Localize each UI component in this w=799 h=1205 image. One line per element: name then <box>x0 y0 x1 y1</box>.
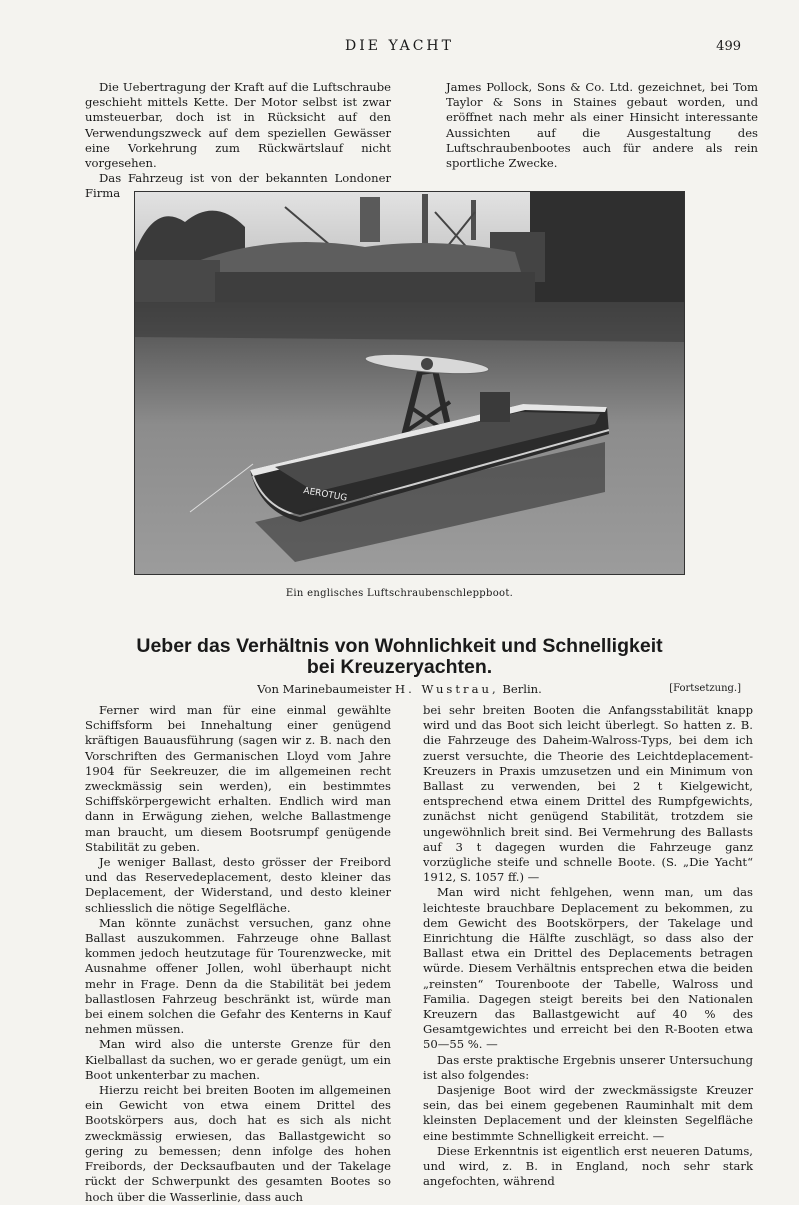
article-right-column <box>423 703 753 1190</box>
byline-place: Berlin. <box>502 682 542 696</box>
paragraph: Ferner wird man für eine einmal gewählte Schiffsform bei Innehaltung einer genügend kräftigen Bauausführung (sagen wir z. B. nach den Vorschriften des Germanischen Lloyd vom Jahre 1904 für Seekreuzer, die im allgemeinen recht zweckmässig sein werden), ein bestimmtes Schiffskörpergewicht erhalten. Endlich wird man dann in Erwägung ziehen, welche Ballastmenge man braucht, um diesem Bootsrumpf genügende Stabilität zu geben. <box>85 703 391 854</box>
paragraph: James Pollock, Sons & Co. Ltd. gezeichnet, bei Tom Taylor & Sons in Staines gebaut worden, und eröffnet nach mehr als einer Hinsicht interessante Aussichten auf die Ausgestaltung des Luftschraubenbootes auch für andere als rein sportliche Zwecke. <box>446 80 758 171</box>
boat-photo-illustration <box>135 192 685 575</box>
page-number: 499 <box>716 39 741 54</box>
continuation-note: [Fortsetzung.] <box>669 683 741 694</box>
boat-name-label: AEROTUG <box>302 486 348 504</box>
paragraph: Dasjenige Boot wird der zweckmässigste Kreuzer sein, das bei einem gegebenen Rauminhalt mit dem kleinsten Deplacement und der kleinsten Segelfläche eine bestimmte Schnelligkeit erreicht. — <box>423 1083 753 1143</box>
paragraph: Das erste praktische Ergebnis unserer Untersuchung ist also folgendes: <box>423 1052 753 1082</box>
paragraph: Man könnte zunächst versuchen, ganz ohne Ballast auszukommen. Fahrzeuge ohne Ballast kommen jedoch heutzutage für Tourenzwecke, mit Ausnahme offener Jollen, wohl überhaupt nicht mehr in Frage. Denn da die Stabilität bei jedem ballastlosen Fahrzeug beschränkt ist, würde man bei einem solchen die Gefahr des Kenterns in Kauf nehmen müssen. <box>85 915 391 1037</box>
boat-photo <box>134 191 685 575</box>
paragraph: Je weniger Ballast, desto grösser der Freibord und das Reservedeplacement, desto kleiner das Deplacement, der Widerstand, und desto kleiner schliesslich die nötige Segelfläche. <box>85 855 391 915</box>
paragraph: bei sehr breiten Booten die Anfangsstabilität knapp wird und das Boot sich leicht überlegt. So hatten z. B. die Fahrzeuge des Daheim-Walross-Typs, bei dem ich zuerst versuchte, die Theorie des Leichtdeplacement-Kreuzers in Praxis umzusetzen und ein Minimum von Ballast zu verwenden, bei 2 t Kielgewicht, entsprechend etwa einem Drittel des Rumpfgewichts, zunächst nicht genügend Stabilität, trotzdem sie ungewöhnlich breit sind. Bei Vermehrung des Ballasts auf 3 t dagegen wurden die Fahrzeuge ganz vorzügliche steife und schnelle Boote. (S. „Die Yacht“ 1912, S. 1057 ff.) — <box>423 703 753 885</box>
headline-line: Ueber das Verhältnis von Wohnlichkeit und Schnelligkeit <box>136 635 663 657</box>
byline-prefix: Von Marinebaumeister <box>257 682 392 696</box>
paragraph: Man wird also die unterste Grenze für den Kielballast da suchen, wo er gerade genügt, um ein Boot unkenterbar zu machen. <box>85 1037 391 1082</box>
running-head <box>0 38 799 58</box>
figure-caption: Ein englisches Luftschraubenschleppboot. <box>285 588 514 599</box>
article-headline <box>60 636 739 678</box>
top-right-column <box>446 80 758 171</box>
headline-line: bei Kreuzeryachten. <box>306 656 493 678</box>
top-left-column <box>85 80 391 202</box>
paragraph: Die Uebertragung der Kraft auf die Luftschraube geschieht mittels Kette. Der Motor selbst ist zwar umsteuerbar, doch ist in Rücksicht auf den Verwendungszweck auf dem speziellen Gewässer eine Vorkehrung zum Rückwärtslauf nicht vorgesehen. <box>85 80 391 171</box>
byline-author: H. Wustrau, <box>395 682 499 696</box>
article-left-column <box>85 703 391 1205</box>
paragraph: Das Fahrzeug ist von der bekannten Londoner Firma <box>85 171 391 201</box>
paragraph: Hierzu reicht bei breiten Booten im allgemeinen ein Gewicht von etwa einem Drittel des Bootskörpers aus, doch hat es sich als nicht zweckmässig erwiesen, das Ballastgewicht so gering zu bemessen; denn infolge des hohen Freibords, der Decksaufbauten und der Takelage rückt der Schwerpunkt des gesamten Bootes so hoch über die Wasserlinie, dass auch <box>85 1083 391 1204</box>
paragraph: Man wird nicht fehlgehen, wenn man, um das leichteste brauchbare Deplacement zu bekommen, zu dem Gewicht des Bootskörpers, der Takelage und Einrichtung die Hälfte zuschlägt, so dass also der Ballast etwa ein Drittel des Deplacements betragen würde. Diesem Verhältnis entsprechen etwa die beiden „reinsten“ Tourenboote der Tabelle, Walross und Familia. Dagegen steigt bereits bei den Nationalen Kreuzern das Ballastgewicht auf 40 % des Gesamtgewichtes und erreicht bei den R-Booten etwa 50—55 %. — <box>423 885 753 1052</box>
paragraph: Diese Erkenntnis ist eigentlich erst neueren Datums, und wird, z. B. in England, noch sehr stark angefochten, während <box>423 1143 753 1189</box>
journal-title: DIE YACHT <box>345 38 454 54</box>
